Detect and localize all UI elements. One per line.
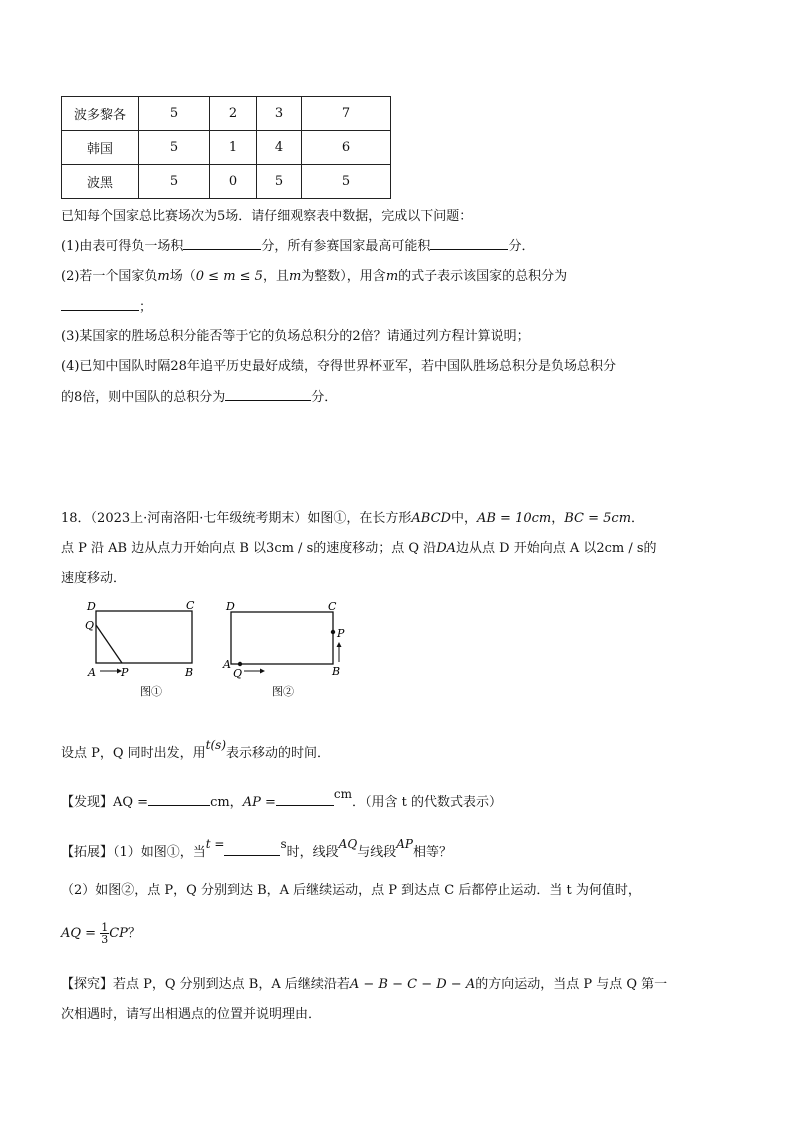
label-p: P [337,627,345,640]
table-cell: 5 [257,165,302,199]
answer-blank[interactable] [430,237,508,250]
q17-part1-text-a: (1)由表可得负一场积 [61,239,184,254]
q17-part1 [61,237,534,256]
q18-text: ． [631,511,645,526]
q18-text: 的 [643,541,657,556]
answer-blank[interactable] [61,298,139,311]
answer-blank[interactable] [224,843,280,856]
q18-text: 边从点 D 开始向点 A 以 [456,541,597,556]
answer-blank[interactable] [225,388,311,401]
table-row [62,131,391,165]
q17-part2 [61,268,567,286]
rectangle-abcd [96,611,192,663]
q17-part2-text-b: 场（ [169,269,196,284]
math-path: A − B − C − D − A [349,977,476,992]
q18-line1 [61,510,644,528]
label-b: B [332,665,341,678]
label-d: D [226,600,235,613]
table-cell: 韩国 [62,131,139,165]
math-ap: AP = [242,795,276,810]
q17-part2-end: ； [139,300,153,315]
q18-text: 【发现】AQ = [61,795,149,810]
table-row [62,165,391,199]
math-cp: CP [109,926,128,941]
q17-part2-text-e: 的式子表示该国家的总积分为 [398,269,568,284]
fraction-one-third [100,922,109,945]
q18-text: ， [551,511,565,526]
q18-text: 与线段 [357,845,397,860]
arrow-p-head [337,642,342,647]
table-row [62,97,391,131]
q18-text: 的速度移动；点 Q 沿 [313,541,437,556]
table-cell: 5 [302,165,391,199]
q18-line2 [61,540,657,558]
label-d: D [87,600,96,613]
unit-cm: cm [333,787,352,801]
var-m: m [157,269,170,284]
q18-text: 相等？ [412,845,452,860]
q18-text: ．（用含 t 的代数式表示） [351,795,502,810]
table-cell: 7 [302,97,391,131]
point-p [331,630,335,634]
q18-extend-2-eq [61,922,141,945]
q18-text: 18．（2023上·河南洛阳·七年级统考期末）如图①，在长方形 [61,511,412,526]
fraction-numerator: 1 [101,921,109,934]
math-da: DA [436,541,456,556]
math-t-eq: t = [205,837,225,851]
math-aq: AQ = [61,926,97,941]
table-cell: 5 [139,97,210,131]
math-speed-q: 2cm / s [596,541,644,556]
q18-text: 【拓展】（1）如图①，当 [61,845,206,860]
q17-part2-text-c: ，且 [262,269,289,284]
math-speed-p: 3cm / s [266,541,314,556]
q18-text: 的方向运动，当点 P 与点 Q 第一 [475,977,668,992]
math-bc: BC = 5cm [564,511,632,526]
q17-part4-text-b: 的8倍，则中国队的总积分为 [61,390,226,405]
table-cell: 2 [210,97,257,131]
q18-extend-1 [61,837,452,862]
math-aq: AQ [338,837,358,851]
q17-part3: (3)某国家的胜场总积分能否等于它的负场总积分的2倍？请通过列方程计算说明； [61,329,530,344]
q17-part2-answer [61,298,152,317]
q17-part1-text-b: 分，所有参赛国家最高可能积 [261,239,431,254]
q18-text: 设点 P，Q 同时出发，用 [61,746,206,761]
q18-text: 时，线段 [286,845,339,860]
var-m: m [385,269,399,284]
label-q: Q [85,619,95,632]
label-c: C [186,599,195,612]
table-cell: 4 [257,131,302,165]
table-cell: 5 [139,165,210,199]
q18-setup [61,738,331,763]
label-p: P [121,666,129,679]
table-cell: 1 [210,131,257,165]
answer-blank[interactable] [183,237,261,250]
point-q [238,662,242,666]
table-cell: 5 [139,131,210,165]
q17-part1-text-c: 分． [508,239,535,254]
table-cell: 3 [257,97,302,131]
rectangle-abcd [231,612,333,664]
table-cell: 6 [302,131,391,165]
segment-pq [96,625,122,663]
q18-line3: 速度移动． [61,571,127,586]
math-ap: AP [396,837,413,851]
q18-explore-line2: 次相遇时，请写出相遇点的位置并说明理由． [61,1007,322,1022]
table-cell: 波黑 [62,165,139,199]
fraction-denominator: 3 [101,933,109,946]
math-abcd: ABCD [411,511,451,526]
q17-part4-line2 [61,388,337,407]
score-table [61,96,391,199]
label-q: Q [233,667,243,680]
math-ab: AB = 10cm [476,511,552,526]
var-m: m [288,269,302,284]
q17-intro: 已知每个国家总比赛场次为5场．请仔细观察表中数据，完成以下问题： [61,209,473,224]
label-a: A [88,666,96,679]
table-cell: 波多黎各 [62,97,139,131]
q17-part4-text-c: 分． [311,390,338,405]
figure-1 [72,598,212,706]
q18-text: 中， [450,511,477,526]
answer-blank[interactable] [148,793,210,806]
q17-part2-text-d: 为整数），用含 [301,269,386,284]
q18-extend-2: （2）如图②，点 P，Q 分别到达 B，A 后继续运动，点 P 到达点 C 后都停止运动．当 t 为何值时， [61,883,641,898]
figure-2-caption: 图② [272,685,294,698]
q18-discover [61,787,502,812]
q18-text: 点 P 沿 AB 边从点力开始向点 B 以 [61,541,267,556]
q18-text: cm， [210,795,243,810]
q18-text: ？ [127,926,141,941]
table-cell: 0 [210,165,257,199]
unit-s: s [280,837,287,851]
q18-text: 表示移动的时间． [226,746,331,761]
math-t: t(s) [205,738,227,752]
figure-2 [222,598,362,706]
label-c: C [328,600,337,613]
q18-text: 【探究】若点 P，Q 分别到达点 B，A 后继续沿若 [61,977,350,992]
q17-part4-line1: (4)已知中国队时隔28年追平历史最好成绩，夺得世界杯亚军，若中国队胜场总积分是负场总积分 [61,359,616,374]
q17-part2-text-a: (2)若一个国家负 [61,269,158,284]
label-b: B [185,666,194,679]
answer-blank[interactable] [276,793,334,806]
figure-1-caption: 图① [140,685,162,698]
arrow-q-head [260,669,265,674]
q17-part2-cond: 0 ≤ m ≤ 5 [195,269,263,284]
label-a: A [223,658,231,671]
q18-explore-line1 [61,976,667,994]
